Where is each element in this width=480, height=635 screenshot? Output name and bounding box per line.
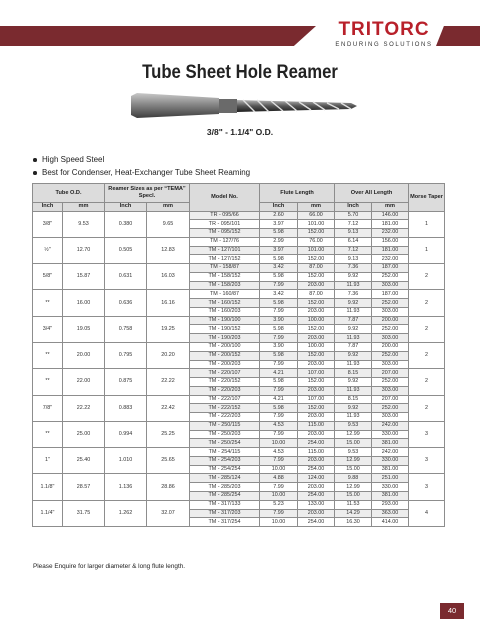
table-row — [33, 500, 445, 509]
cell-oal-inch: 9.92 — [335, 404, 372, 413]
cell-flute-inch: 7.99 — [260, 483, 298, 492]
cell-oal-mm: 303.00 — [372, 360, 409, 369]
cell-tube-mm: 25.00 — [63, 421, 105, 447]
cell-flute-inch: 7.99 — [260, 281, 298, 290]
cell-morse-taper: 2 — [409, 395, 445, 421]
table-row — [33, 264, 445, 273]
cell-oal-mm: 207.00 — [372, 369, 409, 378]
cell-flute-mm: 87.00 — [298, 264, 335, 273]
header-overall-length: Over All Length — [335, 184, 409, 203]
cell-oal-mm: 252.00 — [372, 299, 409, 308]
cell-model-no: TM - 250/254 — [190, 439, 260, 448]
table-row — [33, 316, 445, 325]
footnote: Please Enquire for larger diameter & long flute length. — [33, 563, 186, 570]
cell-oal-mm: 414.00 — [372, 518, 409, 527]
subheader-mm: mm — [63, 203, 105, 212]
cell-model-no: TM - 190/203 — [190, 334, 260, 343]
cell-flute-inch: 7.99 — [260, 360, 298, 369]
cell-model-no: TM - 222/203 — [190, 413, 260, 422]
cell-flute-inch: 2.99 — [260, 237, 298, 246]
cell-flute-mm: 101.00 — [298, 220, 335, 229]
cell-flute-mm: 254.00 — [298, 465, 335, 474]
cell-oal-inch: 12.99 — [335, 456, 372, 465]
cell-reamer-mm: 28.86 — [147, 474, 190, 500]
size-range: 3/8" - 1.1/4" O.D. — [206, 127, 274, 137]
table-row — [33, 290, 445, 299]
cell-oal-mm: 330.00 — [372, 456, 409, 465]
cell-flute-mm: 203.00 — [298, 456, 335, 465]
cell-model-no: TM - 158/152 — [190, 272, 260, 281]
table-row — [33, 474, 445, 483]
subheader-mm: mm — [372, 203, 409, 212]
cell-reamer-mm: 16.16 — [147, 290, 190, 316]
cell-flute-inch: 5.98 — [260, 229, 298, 238]
cell-oal-inch: 11.93 — [335, 386, 372, 395]
cell-reamer-mm: 25.65 — [147, 448, 190, 474]
table-row — [33, 237, 445, 246]
cell-oal-inch: 6.14 — [335, 237, 372, 246]
cell-flute-inch: 5.23 — [260, 500, 298, 509]
cell-oal-mm: 293.00 — [372, 500, 409, 509]
cell-tube-inch: 1.1/4" — [33, 500, 63, 526]
cell-flute-mm: 203.00 — [298, 430, 335, 439]
cell-oal-inch: 15.00 — [335, 439, 372, 448]
cell-flute-mm: 203.00 — [298, 483, 335, 492]
cell-tube-mm: 19.05 — [63, 316, 105, 342]
cell-reamer-inch: 1.010 — [105, 448, 147, 474]
cell-oal-inch: 14.29 — [335, 509, 372, 518]
cell-tube-mm: 22.22 — [63, 395, 105, 421]
cell-flute-inch: 4.21 — [260, 395, 298, 404]
cell-model-no: TM - 160/152 — [190, 299, 260, 308]
cell-oal-inch: 11.53 — [335, 500, 372, 509]
cell-flute-inch: 5.98 — [260, 351, 298, 360]
cell-oal-mm: 146.00 — [372, 211, 409, 220]
cell-reamer-inch: 0.758 — [105, 316, 147, 342]
cell-reamer-mm: 12.83 — [147, 237, 190, 263]
cell-oal-mm: 381.00 — [372, 439, 409, 448]
cell-oal-mm: 181.00 — [372, 220, 409, 229]
cell-oal-inch: 9.92 — [335, 351, 372, 360]
header-reamer-sizes: Reamer Sizes as per “TEMA” Specl. — [105, 184, 190, 203]
cell-reamer-inch: 0.883 — [105, 395, 147, 421]
cell-flute-inch: 3.90 — [260, 316, 298, 325]
cell-oal-inch: 9.13 — [335, 229, 372, 238]
cell-flute-mm: 203.00 — [298, 386, 335, 395]
cell-model-no: TM - 190/152 — [190, 325, 260, 334]
cell-oal-inch: 7.36 — [335, 264, 372, 273]
cell-reamer-mm: 9.65 — [147, 211, 190, 237]
cell-model-no: TM - 285/203 — [190, 483, 260, 492]
cell-model-no: TM - 095/152 — [190, 229, 260, 238]
cell-oal-mm: 232.00 — [372, 255, 409, 264]
cell-tube-inch: 3/4" — [33, 316, 63, 342]
cell-oal-mm: 303.00 — [372, 334, 409, 343]
cell-reamer-inch: 0.631 — [105, 264, 147, 290]
cell-oal-inch: 12.99 — [335, 483, 372, 492]
cell-reamer-mm: 22.42 — [147, 395, 190, 421]
subheader-inch: Inch — [260, 203, 298, 212]
feature-item: High Speed Steel — [33, 153, 250, 166]
cell-flute-inch: 10.00 — [260, 518, 298, 527]
cell-oal-inch: 5.70 — [335, 211, 372, 220]
cell-tube-inch: ** — [33, 369, 63, 395]
cell-oal-inch: 9.88 — [335, 474, 372, 483]
brand-name: TRITORC — [338, 19, 430, 40]
cell-oal-mm: 207.00 — [372, 395, 409, 404]
cell-tube-mm: 25.40 — [63, 448, 105, 474]
cell-oal-inch: 8.15 — [335, 395, 372, 404]
cell-flute-inch: 5.98 — [260, 378, 298, 387]
table-row — [33, 211, 445, 220]
cell-oal-inch: 9.92 — [335, 299, 372, 308]
cell-oal-inch: 7.12 — [335, 246, 372, 255]
cell-reamer-inch: 0.795 — [105, 342, 147, 368]
cell-reamer-inch: 0.380 — [105, 211, 147, 237]
cell-oal-inch: 11.93 — [335, 360, 372, 369]
cell-reamer-inch: 1.262 — [105, 500, 147, 526]
cell-model-no: TR - 095/66 — [190, 211, 260, 220]
cell-morse-taper: 3 — [409, 474, 445, 500]
page-number: 40 — [440, 603, 464, 619]
cell-flute-inch: 7.99 — [260, 307, 298, 316]
cell-morse-taper: 2 — [409, 264, 445, 290]
cell-flute-inch: 5.98 — [260, 404, 298, 413]
cell-model-no: TM - 254/203 — [190, 456, 260, 465]
subheader-inch: Inch — [335, 203, 372, 212]
cell-tube-inch: 7/8" — [33, 395, 63, 421]
cell-flute-mm: 100.00 — [298, 316, 335, 325]
subheader-mm: mm — [147, 203, 190, 212]
cell-model-no: TM - 317/133 — [190, 500, 260, 509]
cell-tube-mm: 22.00 — [63, 369, 105, 395]
cell-tube-inch: ** — [33, 421, 63, 447]
cell-flute-inch: 3.42 — [260, 264, 298, 273]
cell-tube-mm: 12.70 — [63, 237, 105, 263]
cell-flute-inch: 5.98 — [260, 299, 298, 308]
cell-oal-mm: 303.00 — [372, 307, 409, 316]
cell-flute-inch: 7.99 — [260, 386, 298, 395]
cell-oal-inch: 7.36 — [335, 290, 372, 299]
cell-morse-taper: 2 — [409, 316, 445, 342]
cell-model-no: TM - 317/254 — [190, 518, 260, 527]
cell-flute-inch: 7.99 — [260, 456, 298, 465]
cell-morse-taper: 2 — [409, 369, 445, 395]
cell-tube-inch: ½" — [33, 237, 63, 263]
cell-flute-inch: 7.99 — [260, 413, 298, 422]
cell-reamer-mm: 22.22 — [147, 369, 190, 395]
cell-flute-mm: 203.00 — [298, 281, 335, 290]
table-row — [33, 395, 445, 404]
cell-oal-mm: 252.00 — [372, 325, 409, 334]
header-flute-length: Flute Length — [260, 184, 335, 203]
cell-oal-mm: 181.00 — [372, 246, 409, 255]
cell-oal-inch: 7.87 — [335, 342, 372, 351]
spec-table — [32, 183, 445, 527]
cell-oal-mm: 330.00 — [372, 430, 409, 439]
cell-flute-mm: 115.00 — [298, 448, 335, 457]
header-model-no: Model No. — [190, 184, 260, 212]
cell-oal-mm: 156.00 — [372, 237, 409, 246]
cell-morse-taper: 1 — [409, 237, 445, 263]
cell-oal-mm: 200.00 — [372, 316, 409, 325]
cell-oal-mm: 330.00 — [372, 483, 409, 492]
cell-flute-inch: 4.53 — [260, 421, 298, 430]
cell-oal-inch: 12.99 — [335, 430, 372, 439]
cell-oal-inch: 9.92 — [335, 272, 372, 281]
cell-reamer-mm: 20.20 — [147, 342, 190, 368]
table-row — [33, 448, 445, 457]
cell-reamer-inch: 0.505 — [105, 237, 147, 263]
cell-model-no: TM - 127/101 — [190, 246, 260, 255]
cell-reamer-mm: 19.25 — [147, 316, 190, 342]
cell-flute-mm: 152.00 — [298, 378, 335, 387]
cell-morse-taper: 2 — [409, 342, 445, 368]
cell-flute-mm: 152.00 — [298, 351, 335, 360]
cell-flute-inch: 7.99 — [260, 334, 298, 343]
cell-oal-inch: 16.30 — [335, 518, 372, 527]
cell-tube-inch: 5/8" — [33, 264, 63, 290]
cell-flute-mm: 203.00 — [298, 334, 335, 343]
cell-reamer-mm: 16.03 — [147, 264, 190, 290]
cell-flute-inch: 2.60 — [260, 211, 298, 220]
cell-model-no: TM - 317/203 — [190, 509, 260, 518]
cell-flute-mm: 100.00 — [298, 342, 335, 351]
cell-model-no: TM - 190/100 — [190, 316, 260, 325]
cell-flute-inch: 5.98 — [260, 325, 298, 334]
reamer-tool-image — [125, 82, 365, 132]
cell-tube-mm: 16.00 — [63, 290, 105, 316]
cell-tube-inch: ** — [33, 290, 63, 316]
cell-oal-inch: 8.15 — [335, 369, 372, 378]
cell-morse-taper: 1 — [409, 211, 445, 237]
cell-tube-mm: 31.75 — [63, 500, 105, 526]
cell-oal-mm: 303.00 — [372, 281, 409, 290]
cell-reamer-mm: 32.07 — [147, 500, 190, 526]
cell-model-no: TM - 285/254 — [190, 492, 260, 501]
cell-oal-mm: 252.00 — [372, 404, 409, 413]
cell-oal-inch: 9.53 — [335, 421, 372, 430]
cell-model-no: TM - 254/115 — [190, 448, 260, 457]
cell-model-no: TM - 250/203 — [190, 430, 260, 439]
cell-flute-mm: 107.00 — [298, 395, 335, 404]
cell-oal-mm: 200.00 — [372, 342, 409, 351]
cell-model-no: TM - 285/124 — [190, 474, 260, 483]
cell-oal-inch: 9.92 — [335, 378, 372, 387]
cell-oal-mm: 303.00 — [372, 386, 409, 395]
cell-oal-inch: 11.93 — [335, 307, 372, 316]
cell-reamer-inch: 0.994 — [105, 421, 147, 447]
cell-oal-inch: 11.93 — [335, 281, 372, 290]
header-decor-bar-right — [436, 26, 480, 46]
cell-flute-inch: 4.53 — [260, 448, 298, 457]
cell-morse-taper: 4 — [409, 500, 445, 526]
cell-flute-inch: 4.21 — [260, 369, 298, 378]
cell-tube-inch: 3/8" — [33, 211, 63, 237]
cell-model-no: TM - 254/254 — [190, 465, 260, 474]
cell-flute-mm: 107.00 — [298, 369, 335, 378]
brand-logo — [330, 20, 438, 50]
cell-oal-inch: 11.93 — [335, 413, 372, 422]
cell-flute-mm: 87.00 — [298, 290, 335, 299]
cell-oal-mm: 252.00 — [372, 272, 409, 281]
cell-flute-mm: 203.00 — [298, 509, 335, 518]
cell-oal-mm: 303.00 — [372, 413, 409, 422]
cell-model-no: TM - 200/203 — [190, 360, 260, 369]
cell-flute-mm: 133.00 — [298, 500, 335, 509]
cell-tube-inch: ** — [33, 342, 63, 368]
cell-flute-inch: 3.42 — [260, 290, 298, 299]
cell-tube-mm: 20.00 — [63, 342, 105, 368]
cell-oal-mm: 242.00 — [372, 448, 409, 457]
cell-flute-mm: 101.00 — [298, 246, 335, 255]
cell-flute-mm: 203.00 — [298, 413, 335, 422]
cell-tube-mm: 9.53 — [63, 211, 105, 237]
cell-model-no: TR - 095/101 — [190, 220, 260, 229]
cell-oal-inch: 11.93 — [335, 334, 372, 343]
cell-flute-mm: 115.00 — [298, 421, 335, 430]
cell-model-no: TM - 222/107 — [190, 395, 260, 404]
cell-flute-mm: 203.00 — [298, 360, 335, 369]
cell-model-no: TM - 200/152 — [190, 351, 260, 360]
cell-model-no: TM - 220/107 — [190, 369, 260, 378]
cell-flute-mm: 152.00 — [298, 229, 335, 238]
cell-model-no: TM - 160/87 — [190, 290, 260, 299]
table-row — [33, 369, 445, 378]
cell-oal-inch: 9.53 — [335, 448, 372, 457]
cell-flute-inch: 4.88 — [260, 474, 298, 483]
cell-oal-mm: 381.00 — [372, 492, 409, 501]
cell-model-no: TM - 220/203 — [190, 386, 260, 395]
cell-model-no: TM - 158/203 — [190, 281, 260, 290]
cell-oal-mm: 242.00 — [372, 421, 409, 430]
cell-flute-mm: 152.00 — [298, 272, 335, 281]
cell-model-no: TM - 200/100 — [190, 342, 260, 351]
cell-oal-inch: 7.12 — [335, 220, 372, 229]
cell-morse-taper: 2 — [409, 290, 445, 316]
cell-flute-mm: 254.00 — [298, 492, 335, 501]
cell-flute-mm: 152.00 — [298, 325, 335, 334]
cell-flute-mm: 203.00 — [298, 307, 335, 316]
cell-reamer-inch: 1.136 — [105, 474, 147, 500]
cell-oal-inch: 15.00 — [335, 465, 372, 474]
cell-flute-inch: 5.98 — [260, 272, 298, 281]
cell-model-no: TM - 220/152 — [190, 378, 260, 387]
cell-oal-mm: 252.00 — [372, 378, 409, 387]
cell-flute-mm: 254.00 — [298, 439, 335, 448]
cell-flute-inch: 10.00 — [260, 465, 298, 474]
table-row — [33, 421, 445, 430]
cell-flute-inch: 3.97 — [260, 220, 298, 229]
cell-reamer-inch: 0.636 — [105, 290, 147, 316]
feature-list — [33, 153, 250, 179]
cell-oal-inch: 9.92 — [335, 325, 372, 334]
cell-oal-mm: 187.00 — [372, 264, 409, 273]
header-decor-bar — [0, 26, 316, 46]
cell-flute-mm: 152.00 — [298, 404, 335, 413]
cell-flute-mm: 254.00 — [298, 518, 335, 527]
cell-flute-inch: 7.99 — [260, 430, 298, 439]
cell-flute-mm: 124.00 — [298, 474, 335, 483]
brand-tagline: ENDURING SOLUTIONS — [335, 42, 433, 48]
cell-flute-inch: 3.90 — [260, 342, 298, 351]
cell-model-no: TM - 127/76 — [190, 237, 260, 246]
cell-morse-taper: 3 — [409, 448, 445, 474]
cell-oal-mm: 381.00 — [372, 465, 409, 474]
cell-flute-mm: 76.00 — [298, 237, 335, 246]
cell-model-no: TM - 127/152 — [190, 255, 260, 264]
header-morse-taper: Morse Taper — [409, 184, 445, 212]
cell-model-no: TM - 160/203 — [190, 307, 260, 316]
cell-model-no: TM - 222/152 — [190, 404, 260, 413]
table-row — [33, 342, 445, 351]
subheader-mm: mm — [298, 203, 335, 212]
cell-oal-mm: 232.00 — [372, 229, 409, 238]
cell-tube-inch: 1" — [33, 448, 63, 474]
cell-model-no: TM - 250/115 — [190, 421, 260, 430]
cell-tube-inch: 1.1/8" — [33, 474, 63, 500]
cell-flute-mm: 152.00 — [298, 299, 335, 308]
subheader-inch: Inch — [105, 203, 147, 212]
cell-reamer-inch: 0.875 — [105, 369, 147, 395]
cell-flute-inch: 5.98 — [260, 255, 298, 264]
cell-oal-inch: 15.00 — [335, 492, 372, 501]
cell-reamer-mm: 25.25 — [147, 421, 190, 447]
cell-flute-inch: 7.99 — [260, 509, 298, 518]
cell-flute-inch: 3.97 — [260, 246, 298, 255]
cell-model-no: TM - 158/87 — [190, 264, 260, 273]
subheader-inch: Inch — [33, 203, 63, 212]
cell-oal-mm: 252.00 — [372, 351, 409, 360]
cell-oal-mm: 187.00 — [372, 290, 409, 299]
cell-oal-inch: 9.13 — [335, 255, 372, 264]
page-title: Tube Sheet Hole Reamer — [142, 62, 338, 83]
cell-flute-mm: 66.00 — [298, 211, 335, 220]
cell-tube-mm: 15.87 — [63, 264, 105, 290]
feature-item: Best for Condenser, Heat-Exchanger Tube Sheet Reaming — [33, 166, 250, 179]
cell-oal-mm: 363.00 — [372, 509, 409, 518]
cell-tube-mm: 28.57 — [63, 474, 105, 500]
header-tube-od: Tube O.D. — [33, 184, 105, 203]
cell-flute-inch: 10.00 — [260, 439, 298, 448]
cell-morse-taper: 3 — [409, 421, 445, 447]
cell-oal-inch: 7.87 — [335, 316, 372, 325]
cell-oal-mm: 251.00 — [372, 474, 409, 483]
cell-flute-mm: 152.00 — [298, 255, 335, 264]
spec-table-body — [33, 211, 445, 527]
cell-flute-inch: 10.00 — [260, 492, 298, 501]
